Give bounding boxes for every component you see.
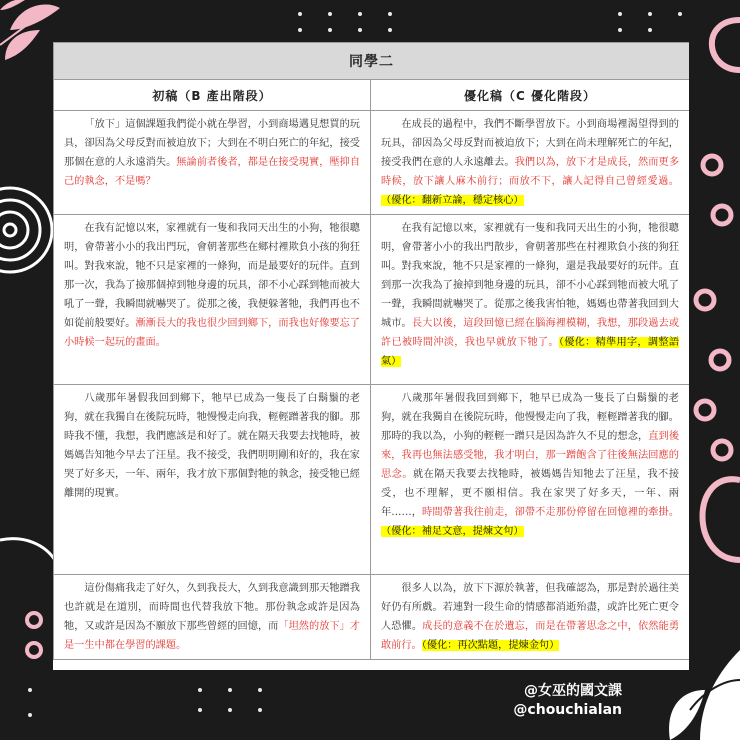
- revision-note: （優化：再次點題，提煉金句）: [421, 640, 560, 651]
- paragraph-text: [64, 219, 360, 352]
- paragraph-text: [381, 219, 679, 371]
- revision-note: （優化：補足文意，提煉文句）: [381, 526, 524, 537]
- highlighted-sentence: 漸漸長大的我也很少回到鄉下，而我也好像要忘了小時候一起玩的畫面。: [64, 318, 360, 348]
- highlighted-sentence: 「坦然的放下」才是一生中都在學習的課題。: [64, 621, 360, 651]
- table-row: [54, 111, 690, 215]
- column-header-draft: 初稿（B 產出階段）: [54, 80, 371, 111]
- column-header-revised: 優化稿（C 優化階段）: [371, 80, 690, 111]
- highlighted-sentence: 無論前者後者，都是在接受現實，壓抑自己的執念，不是嗎？: [64, 157, 361, 187]
- watermark-handle-chinese: @女巫的國文課: [524, 683, 622, 699]
- paragraph-text: [64, 115, 360, 191]
- paragraph-text: [381, 579, 679, 655]
- highlighted-sentence: 成長的意義不在於遺忘，而是在帶著思念之中，依然能勇敢前行。: [381, 621, 680, 651]
- pink-ring-decoration: [696, 156, 731, 459]
- body-text: 八歲那年暑假我回到鄉下，牠早已成為一隻長了白鬍鬚的老狗，就在我獨自在後院玩時，他慢慢走向了我，輕輕蹭著我的腳。那時的我以為，小狗的輕輕一蹭只是因為許久不見的想念，: [381, 393, 679, 442]
- revised-paragraph-4: [371, 575, 690, 660]
- draft-paragraph-1: [54, 111, 371, 215]
- draft-paragraph-4: [54, 575, 371, 660]
- body-text: 就在隔天我要去找牠時，被媽媽告知牠去了汪星，我不接受，也不理解，更不願相信。我在家哭了好多天，一年、兩年……，: [381, 469, 680, 518]
- body-text: 八歲那年暑假我回到鄉下，牠早已成為一隻長了白鬍鬚的老狗，就在我獨自在後院玩時，牠慢慢走向我，輕輕蹭著我的腳。那時我不懂，我想，我們應該是和好了。就在隔天我要去找牠時，被媽媽告知牠今早去了汪星。我不接受，我們明明剛和好的，我在家哭了好多天，一年、兩年，我才放下那個對牠的執念，接受牠已經離開的現實。: [64, 393, 360, 499]
- body-text: 在我有記憶以來，家裡就有一隻和我同天出生的小狗，牠很聰明，會帶著小小的我出門散步，會朝著那些在村裡欺負小孩的狗狂叫。對我來說，牠不只是家裡的一條狗，還是我最要好的玩伴。直到那一次我為了撿掉到牠身邊的玩具，卻不小心踩到牠而被大吼了一聲，我瞬間就嚇哭了。從那之後我害怕牠，媽媽也帶著我回到大城市。: [381, 223, 679, 329]
- table-row: [54, 575, 690, 660]
- body-text: 「放下」這個課題我們從小就在學習，小到商場邁見想買的玩具，卻因為父母反對而被迫放下；大到在不明白死亡的年紀，接受那個在意的人永遠消失。: [64, 119, 360, 168]
- body-text: 在我有記憶以來，家裡就有一隻和我同天出生的小狗，牠很聰明，會帶著小小的我出門玩，會朝著那些在鄉村裡欺負小孩的狗狂叫。對我來說，牠不只是家裡的一條狗，而是最要好的玩伴。直到那一次，我為了撿那個掉到牠身邊的玩具，卻不小心踩到牠而被大吼了一聲，我瞬間就嚇哭了。從那之後，我便躲著牠，我們再也不如從前般要好。: [64, 223, 360, 329]
- revised-paragraph-3: [371, 385, 690, 575]
- highlighted-sentence: 時間帶著我往前走，卻帶不走那份停留在回憶裡的牽掛。: [422, 507, 680, 518]
- comparison-sheet: [53, 42, 689, 670]
- revision-note: （優化：精準用字，調整語氣）: [381, 337, 680, 367]
- table-row: [54, 215, 690, 385]
- concentric-circle-decoration: [0, 188, 52, 272]
- paragraph-text: [381, 389, 679, 541]
- watermark-handle-latin: @chouchialan: [513, 702, 622, 718]
- highlighted-sentence: 我們以為，放下才是成長，然而更多時候，放下讓人麻木前行；而放不下，讓人記得自己曾經愛過。: [381, 157, 680, 187]
- paragraph-text: [381, 115, 679, 210]
- body-text: 這份傷痛我走了好久，久到我長大，久到我意識到那天牠蹭我也許就是在道別，而時間也代替我放下牠。那份執念或許是因為牠，又或許是因為不願放下那些曾經的回憶，而: [64, 583, 360, 632]
- paragraph-text: [64, 389, 360, 503]
- table-row: [54, 385, 690, 575]
- revised-paragraph-1: [371, 111, 690, 215]
- paragraph-text: [64, 579, 360, 655]
- highlighted-sentence: 長大以後，這段回憶已經在腦海裡模糊，我想，那段過去或許已被時間沖淡，我也早就放下牠了。: [381, 318, 680, 348]
- revision-note: （優化：翻新立論，穩定核心）: [381, 195, 524, 206]
- comparison-table: [53, 42, 689, 660]
- body-text: 在成長的過程中，我們不斷學習放下。小到商場裡渴望得到的玩具，卻因為父母反對而被迫放下；大到在尚未理解死亡的年紀，接受我們在意的人永遠離去。: [381, 119, 679, 168]
- table-title: 同學二: [54, 43, 690, 80]
- body-text: 很多人以為，放下下源於執著，但我確認為，那是對於過往美好仍有所戲。若連對一段生命的情感都消逝殆盡，或許比死亡更令人恐懼。: [381, 583, 679, 632]
- pink-leaf-decoration: [0, 0, 60, 60]
- highlighted-sentence: 直到後來，我再也無法感受牠，我才明白，那一蹭飽含了往後無法回應的思念。: [381, 431, 680, 480]
- draft-paragraph-3: [54, 385, 371, 575]
- draft-paragraph-2: [54, 215, 371, 385]
- revised-paragraph-2: [371, 215, 690, 385]
